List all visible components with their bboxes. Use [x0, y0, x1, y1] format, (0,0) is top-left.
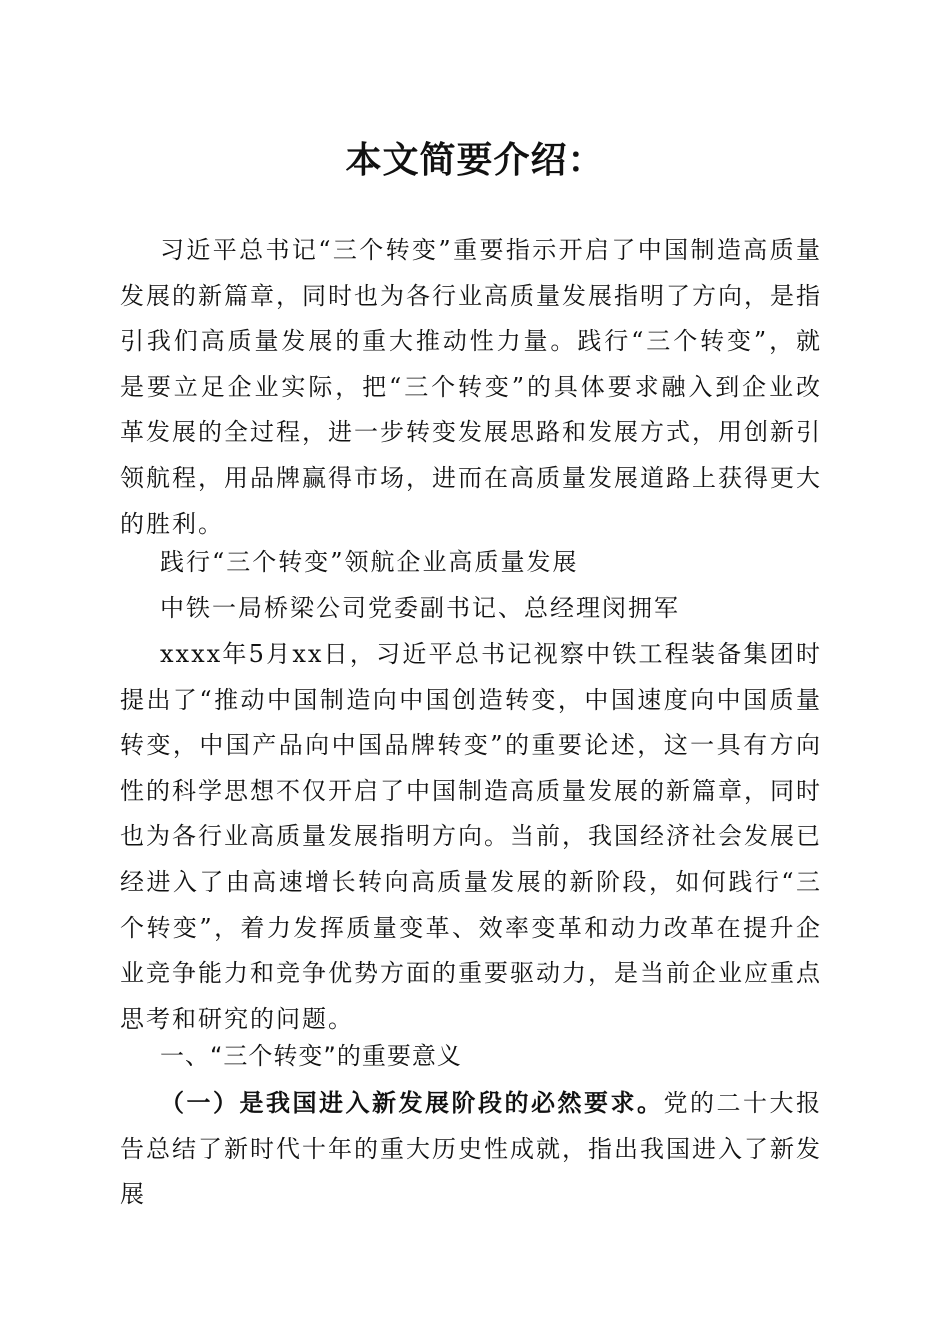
subsection-text: 党的二十大报告总结了新时代十年的重大历史性成就，指出我国进入了新发展: [120, 1089, 822, 1209]
author-line: 中铁一局桥梁公司党委副书记、总经理闵拥军: [160, 594, 680, 622]
section-heading: 一、“三个转变”的重要意义: [160, 1042, 462, 1070]
body-paragraph: xxxx年5月xx日，习近平总书记视察中铁工程装备集团时提出了“推动中国制造向中国创造转变，中国速度向中国质量转变，中国产品向中国品牌转变”的重要论述，这一具有方向性的科学思想不仅开启了中国制造高质量发展的新篇章，同时也为各行业高质量发展指明方向。当前，我国经济社会发展已经进入了由高速增长转向高质量发展的新阶段，如何践行“三个转变”，着力发挥质量变革、效率变革和动力改革在提升企业竞争能力和竞争优势方面的重要驱动力，是当前企业应重点思考和研究的问题。: [120, 640, 822, 1033]
subsection-lead: （一）是我国进入新发展阶段的必然要求。: [160, 1088, 664, 1117]
intro-paragraph: 习近平总书记“三个转变”重要指示开启了中国制造高质量发展的新篇章，同时也为各行业高质量发展指明了方向，是指引我们高质量发展的重大推动性力量。践行“三个转变”，就是要立足企业实际，把“三个转变”的具体要求融入到企业改革发展的全过程，进一步转变发展思路和发展方式，用创新引领航程，用品牌赢得市场，进而在高质量发展道路上获得更大的胜利。: [120, 236, 822, 538]
subsection-paragraph: [120, 1080, 822, 1218]
document-title: 本文简要介绍：: [345, 139, 605, 181]
article-title: 践行“三个转变”领航企业高质量发展: [160, 548, 579, 576]
